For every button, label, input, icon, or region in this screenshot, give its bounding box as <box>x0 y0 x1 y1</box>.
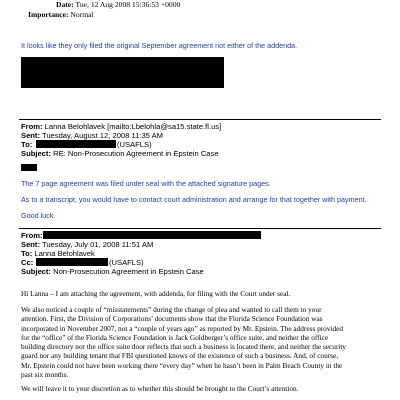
date-row <box>56 0 180 9</box>
paragraph-line: incorporated in November 2007, not a “couple of years ago” as reported by Mr. Epstein. The address provided <box>21 323 344 333</box>
email1-from-row <box>21 122 221 131</box>
redaction-signature <box>21 57 224 88</box>
email2-to-label: To: <box>21 249 33 258</box>
importance-value: Normal <box>70 10 94 19</box>
email2-to-row <box>21 249 95 258</box>
paragraph-line: for the “office” of the Florida Science Foundation is Jack Goldberger’s office suite, and neither the office <box>21 332 329 342</box>
email1-sent-value: Tuesday, August 12, 2008 11:35 AM <box>41 131 163 140</box>
email2-subject-value: Non-Prosecution Agreement in Epstein Case <box>53 267 204 276</box>
email2-cc-label: Cc: <box>21 258 34 267</box>
email2-from-row <box>21 231 43 240</box>
divider <box>19 119 381 120</box>
email1-subject-value: RE: Non-Prosecution Agreement in Epstein Case <box>53 149 219 158</box>
paragraph-line: guard nor any building tenant that FBI questioned knows of the existence of such a business. And, of course, <box>21 351 339 361</box>
letter-paragraph-1 <box>21 305 381 379</box>
email1-from-value: Lanna Belohlavek [mailto:Lbelohla@sa15.state.fl.us] <box>44 122 222 131</box>
email1-sent-row <box>21 131 163 140</box>
email1-body-line1: The 7 page agreement was filed under seal with the attached signature pages. <box>21 179 271 188</box>
email2-sent-label: Sent: <box>21 240 40 249</box>
date-value: Tue, 12 Aug 2008 15:36:53 +0000 <box>75 0 181 9</box>
email1-from-label: From: <box>21 122 43 131</box>
email2-to-value: Lanna Belohlavek <box>34 249 95 258</box>
divider <box>19 228 381 229</box>
redaction-small <box>21 164 37 171</box>
paragraph-line: past six months. <box>21 370 69 380</box>
email2-from-label: From: <box>21 231 43 240</box>
redaction-to <box>36 140 116 148</box>
date-label: Date: <box>56 0 74 9</box>
email1-to-suffix: (USAFLS) <box>117 140 152 149</box>
email2-subject-row <box>21 267 204 276</box>
paragraph-line: attention. First, the Division of Corporations’ documents show that the Florida Science Foundation was <box>21 314 323 324</box>
importance-label: Importance: <box>28 10 69 19</box>
email1-sent-label: Sent: <box>21 131 40 140</box>
email1-body-line2: As to a transcript, you would have to contact court administration and arrange for that together with payment. <box>21 195 367 204</box>
paragraph-line: Mr. Epstein could not have been working there “every day” when he hasn’t been in Palm Beach County in the <box>21 360 343 370</box>
email1-subject-label: Subject: <box>21 149 51 158</box>
email1-subject-row <box>21 149 219 158</box>
email2-subject-label: Subject: <box>21 267 51 276</box>
email1-to-row <box>21 140 32 149</box>
paragraph-line: building directory nor the office suite door reflects that such a business is located there, and neither the security <box>21 342 347 352</box>
redaction-cc <box>36 258 108 266</box>
redaction-from <box>43 231 261 239</box>
email1-body-line3: Good luck. <box>21 211 56 220</box>
letter-paragraph-2: We will leave it to your discretion as to whether this should be brought to the Court’s attention. <box>21 384 299 393</box>
email2-cc-suffix: (USAFLS) <box>109 258 144 267</box>
email2-sent-row <box>21 240 153 249</box>
letter-greeting: Hi Lanna – I am attaching the agreement, with addenda, for filing with the Court under seal. <box>21 289 291 298</box>
email2-sent-value: Tuesday, July 01, 2008 11:51 AM <box>41 240 154 249</box>
top-message: It looks like they only filed the original September agreement not either of the addenda. <box>21 41 298 50</box>
email2-cc-row <box>21 258 33 267</box>
email1-to-label: To: <box>21 140 33 149</box>
paragraph-line: We also noticed a couple of “misstatements” during the change of plea and wanted to call them to your <box>21 305 322 314</box>
importance-row <box>28 10 94 19</box>
